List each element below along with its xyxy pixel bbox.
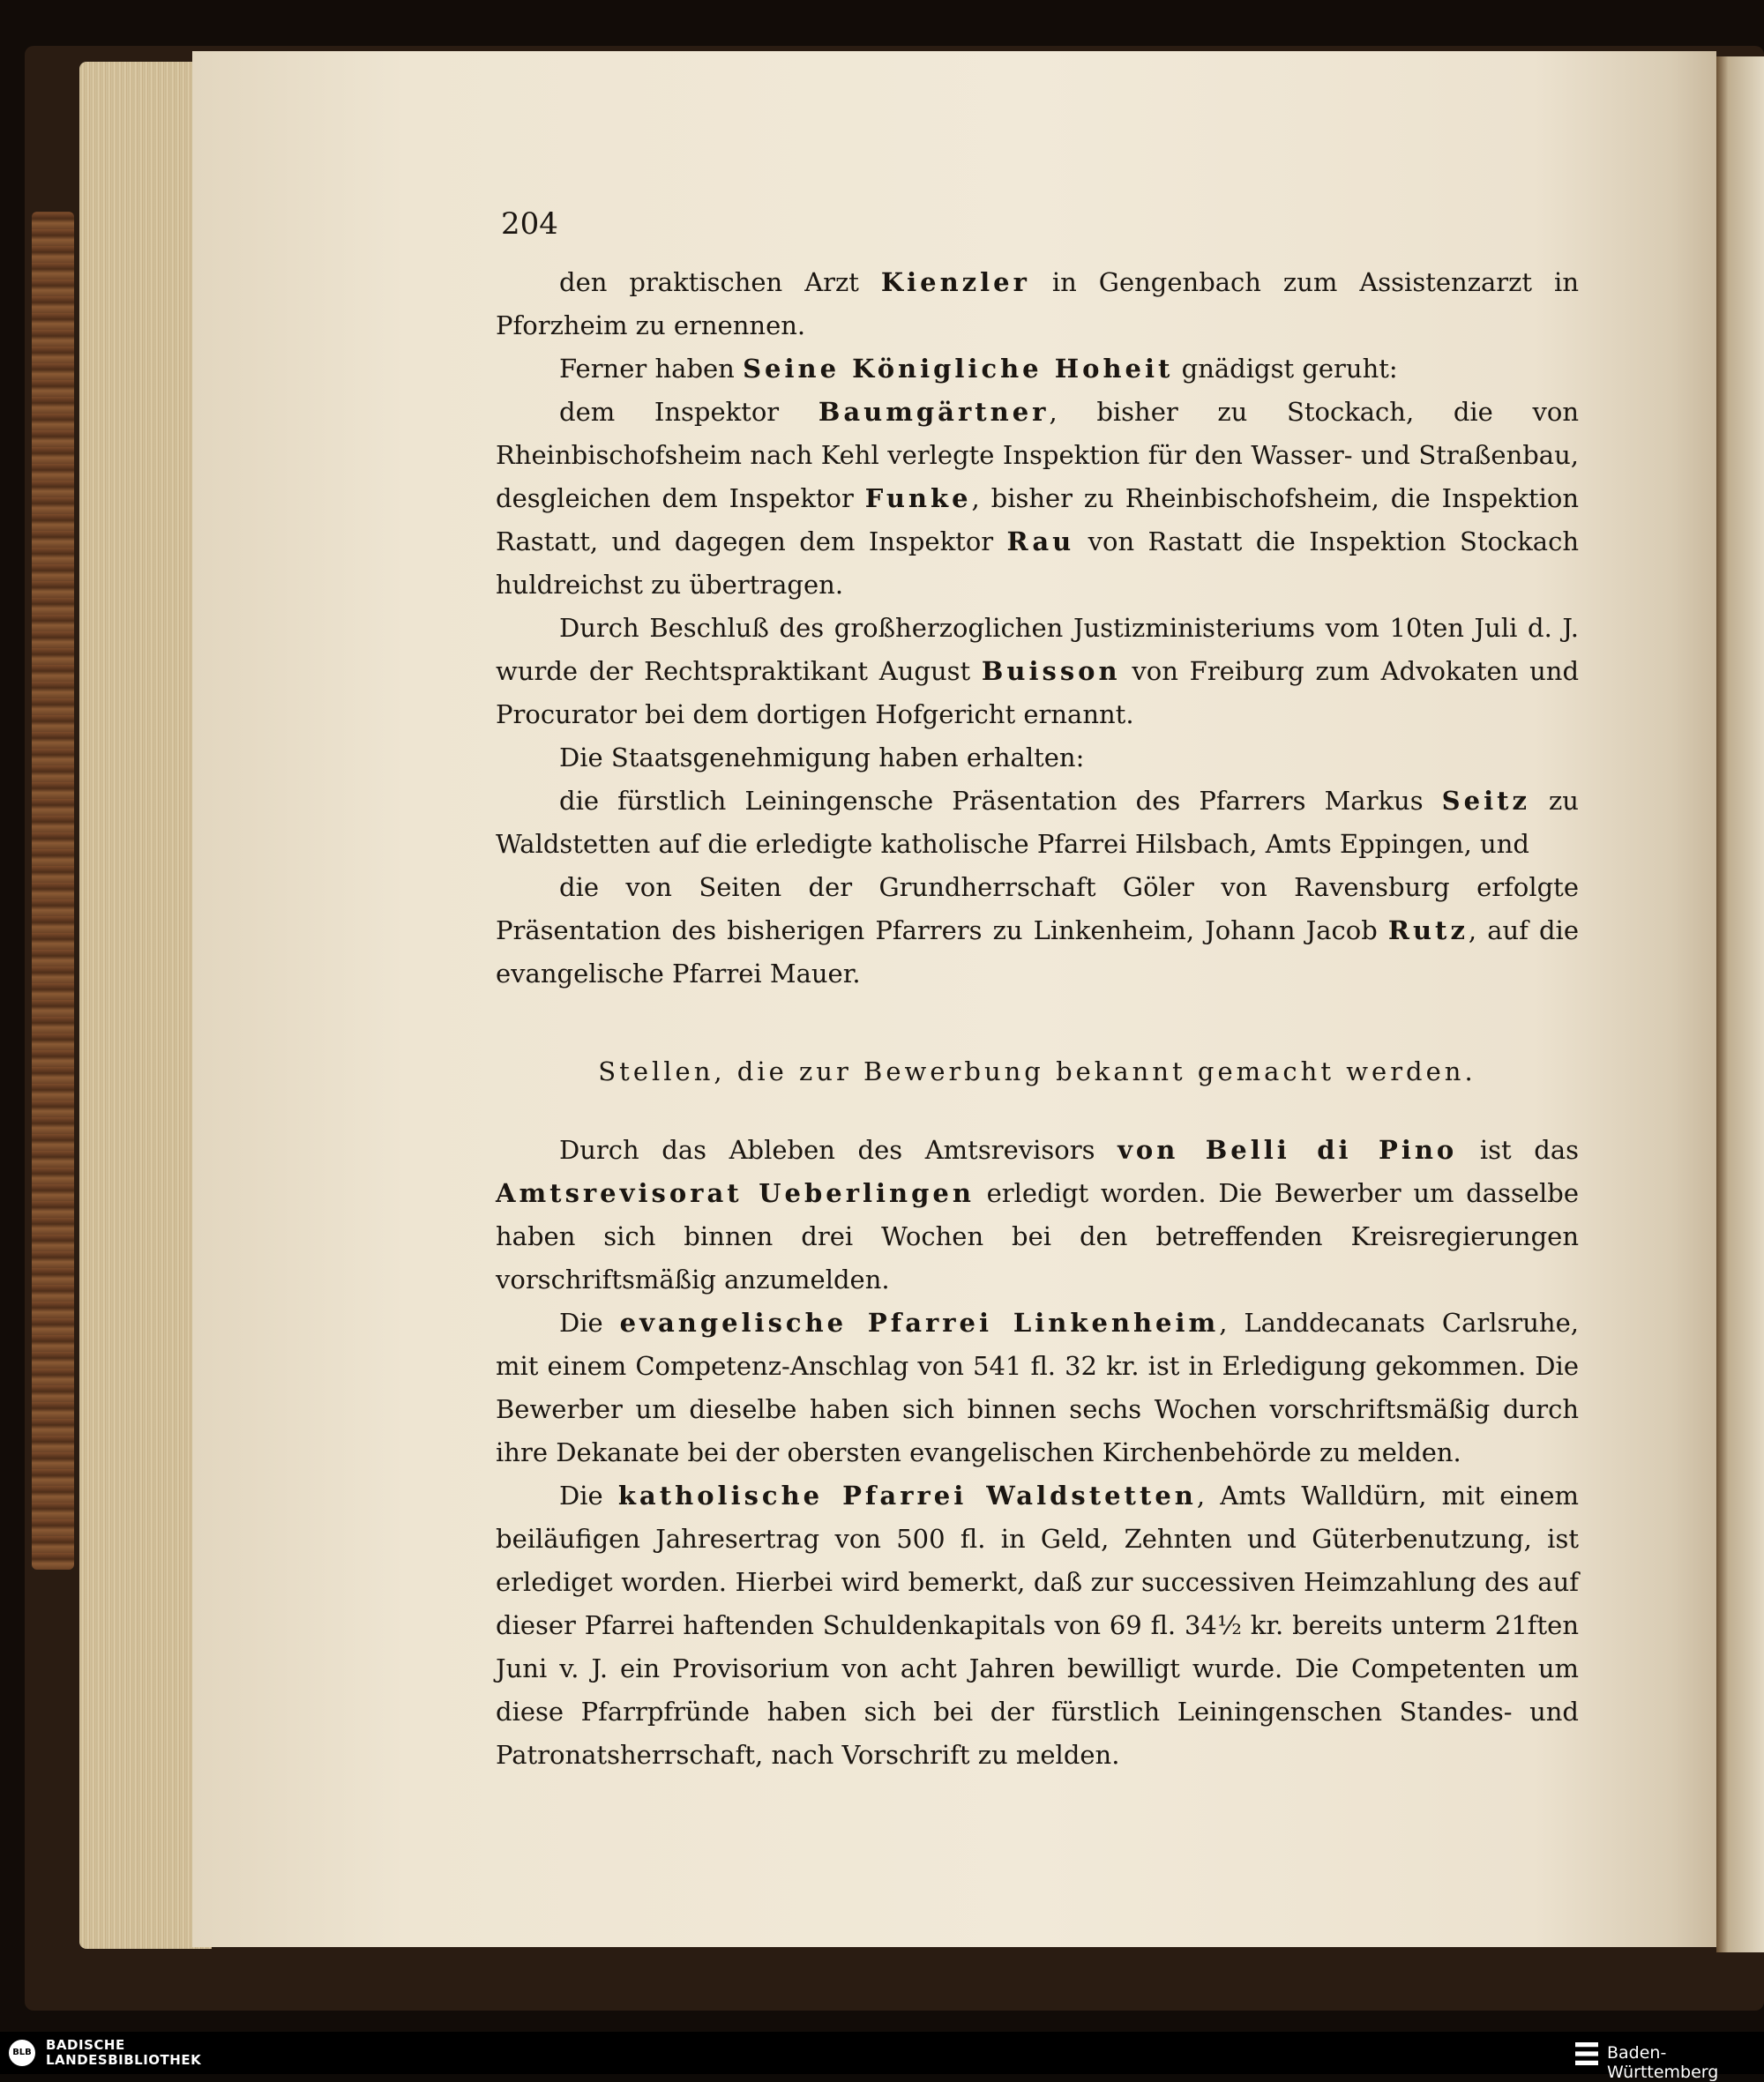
- text-run: den praktischen Arzt: [559, 267, 881, 297]
- library-name[interactable]: [46, 2038, 201, 2068]
- paragraph: [496, 1129, 1579, 1302]
- text-run: von Rastatt die Inspektion Stockach huldreichst zu übertragen.: [496, 526, 1580, 600]
- emphasized-name: Funke: [864, 483, 972, 513]
- page-number: 204: [501, 206, 558, 242]
- vacancies-section: [496, 1129, 1579, 1777]
- text-run: dem Inspektor: [559, 397, 818, 427]
- emphasized-name: Seitz: [1441, 786, 1530, 816]
- paragraph: [496, 391, 1579, 607]
- section-heading: Stellen, die zur Bewerbung bekannt gemacht werden.: [598, 1056, 1476, 1086]
- emphasized-name: Baumgärtner: [818, 397, 1050, 427]
- marbled-cover-edge: [32, 212, 74, 1570]
- text-run: Durch Beschluß des großherzoglichen Justizministeriums vom 10ten Juli d. J. wurde der Rechtspraktikant August: [496, 613, 1579, 686]
- text-run: , Amts Walldürn, mit einem beiläufigen Jahresertrag von 500 fl. in Geld, Zehnten und Güterbenutzung, ist erlediget worden. Hierbei wird bemerkt, daß zur successiven Heimzahlung des auf dieser Pfarrei haftenden Schuldenkapitals von 69 fl. 34½ kr. bereits unterm 21ften Juni v. J. ein Provisorium von acht Jahren bewilligt wurde. Die Competenten um diese Pfarrpfründe haben sich bei der fürstlich Leiningenschen Standes- und Patronatsherrschaft, nach Vorschrift zu melden.: [496, 1481, 1580, 1770]
- text-run: ist das: [1457, 1135, 1579, 1165]
- page-text: [496, 261, 1579, 1777]
- footer-bar: [0, 2032, 1764, 2082]
- text-run: von Freiburg zum Advokaten und Procurator bei dem dortigen Hofgericht ernannt.: [496, 656, 1580, 729]
- library-name-line1: BADISCHE: [46, 2037, 125, 2053]
- text-run: erledigt worden. Die Bewerber um dasselbe haben sich binnen drei Wochen bei den betreffenden Kreisregierungen vorschriftsmäßig anzumelden.: [496, 1178, 1579, 1295]
- text-run: in Gengenbach zum Assistenzarzt in Pforzheim zu ernennen.: [496, 267, 1579, 340]
- text-run: Die: [559, 1481, 618, 1511]
- text-run: die von Seiten der Grundherrschaft Göler von Ravensburg erfolgte Präsentation des bisherigen Pfarrers zu Linkenheim, Johann Jacob: [496, 872, 1579, 945]
- text-run: , bisher zu Rheinbischofsheim, die Inspektion Rastatt, und dagegen dem Inspektor: [496, 483, 1580, 556]
- facing-page-edge: [1716, 56, 1764, 1952]
- emphasized-name: von Belli di Pino: [1117, 1135, 1458, 1165]
- emphasized-name: Rutz: [1387, 915, 1469, 945]
- emphasized-name: Amtsrevisorat Ueberlingen: [496, 1178, 975, 1208]
- text-run: Durch das Ableben des Amtsrevisors: [559, 1135, 1118, 1165]
- emphasized-name: katholische Pfarrei Waldstetten: [617, 1481, 1197, 1511]
- state-name[interactable]: Baden-Württemberg: [1607, 2043, 1719, 2082]
- paragraph: [496, 607, 1579, 736]
- notices-section: [496, 261, 1579, 996]
- emphasized-name: evangelische Pfarrei Linkenheim: [619, 1308, 1220, 1338]
- paragraph: [496, 736, 1579, 780]
- paragraph: [496, 1474, 1579, 1777]
- text-run: gnädigst geruht:: [1173, 354, 1398, 384]
- text-run: Die: [559, 1308, 620, 1338]
- paragraph: [496, 347, 1579, 391]
- paragraph: [496, 780, 1579, 866]
- paragraph: [496, 1302, 1579, 1474]
- library-name-line2: LANDESBIBLIOTHEK: [46, 2052, 202, 2068]
- emphasized-name: Kienzler: [880, 267, 1030, 297]
- text-run: Die Staatsgenehmigung haben erhalten:: [559, 743, 1085, 772]
- text-run: , bisher zu Stockach, die von Rheinbischofsheim nach Kehl verlegte Inspektion für den Wasser- und Straßenbau, desgleichen dem Inspektor: [496, 397, 1580, 513]
- paragraph: [496, 866, 1579, 996]
- blb-logo-icon[interactable]: BLB: [9, 2040, 35, 2066]
- text-run: zu Waldstetten auf die erledigte katholische Pfarrei Hilsbach, Amts Eppingen, und: [496, 786, 1579, 859]
- paragraph: [496, 261, 1579, 347]
- bw-lions-icon: [1575, 2042, 1598, 2065]
- text-run: die fürstlich Leiningensche Präsentation des Pfarrers Markus: [559, 786, 1442, 816]
- text-run: , Landdecanats Carlsruhe, mit einem Competenz-Anschlag von 541 fl. 32 kr. ist in Erledigung gekommen. Die Bewerber um dieselbe haben sich binnen sechs Wochen vorschriftsmäßig durch ihre Dekanate bei der obersten evangelischen Kirchenbehörde zu melden.: [496, 1308, 1579, 1467]
- text-run: , auf die evangelische Pfarrei Mauer.: [496, 915, 1579, 989]
- text-run: Ferner haben: [559, 354, 744, 384]
- emphasized-name: Seine Königliche Hoheit: [743, 354, 1174, 384]
- emphasized-name: Rau: [1006, 526, 1075, 556]
- emphasized-name: Buisson: [981, 656, 1121, 686]
